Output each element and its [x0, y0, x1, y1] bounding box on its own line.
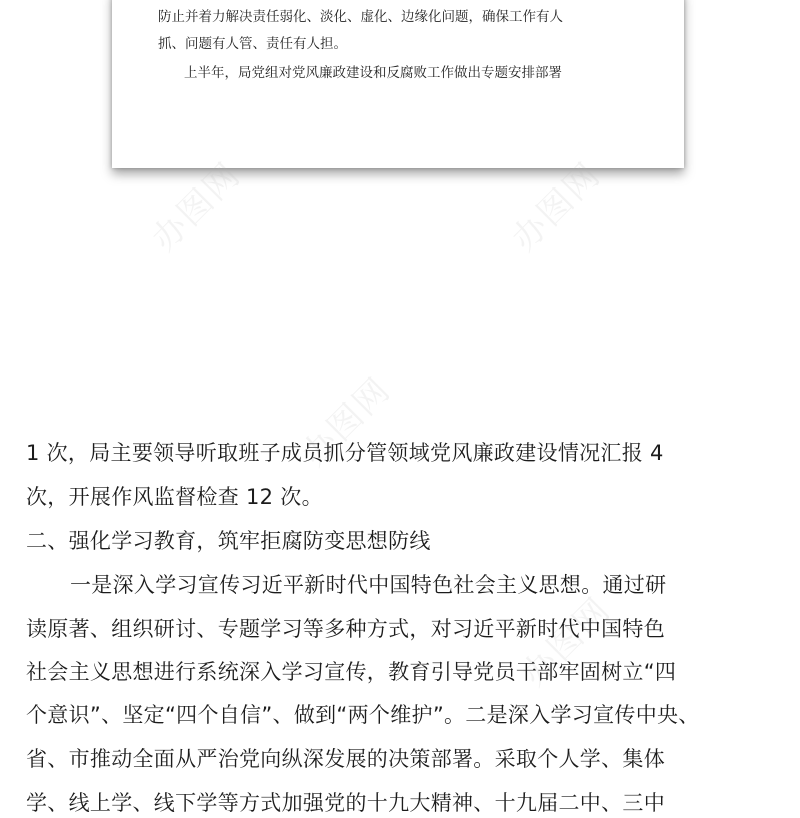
card-text-line: 防止并着力解决责任弱化、淡化、虚化、边缘化问题，确保工作有人: [158, 9, 563, 25]
body-text-line: 读原著、组织研讨、专题学习等多种方式，对习近平新时代中国特色: [26, 617, 665, 641]
watermark: 办图网: [514, 589, 619, 695]
body-text-line: 次，开展作风监督检查 12 次。: [26, 485, 323, 509]
body-text-line: 一是深入学习宣传习近平新时代中国特色社会主义思想。通过研: [70, 573, 667, 597]
previous-page-card: [112, 0, 684, 168]
section-heading: 二、强化学习教育，筑牢拒腐防变思想防线: [26, 529, 431, 553]
body-text-line: 个意识”、坚定“四个自信”、做到“两个维护”。二是深入学习宣传中央、: [26, 703, 700, 727]
watermark: 办图网: [294, 369, 399, 475]
body-text-line: 省、市推动全面从严治党向纵深发展的决策部署。采取个人学、集体: [26, 747, 665, 771]
body-text-line: 社会主义思想进行系统深入学习宣传，教育引导党员干部牢固树立“四: [26, 660, 677, 684]
watermark: 办图网: [504, 154, 609, 260]
body-text-line: 学、线上学、线下学等方式加强党的十九大精神、十九届二中、三中: [26, 791, 665, 815]
card-text-line: 抓、问题有人管、责任有人担。: [158, 36, 347, 52]
card-text-line: 上半年，局党组对党风廉政建设和反腐败工作做出专题安排部署: [184, 65, 562, 81]
body-text-line: 1 次，局主要领导听取班子成员抓分管领域党风廉政建设情况汇报 4: [26, 441, 664, 465]
watermark: 办图网: [144, 154, 249, 260]
